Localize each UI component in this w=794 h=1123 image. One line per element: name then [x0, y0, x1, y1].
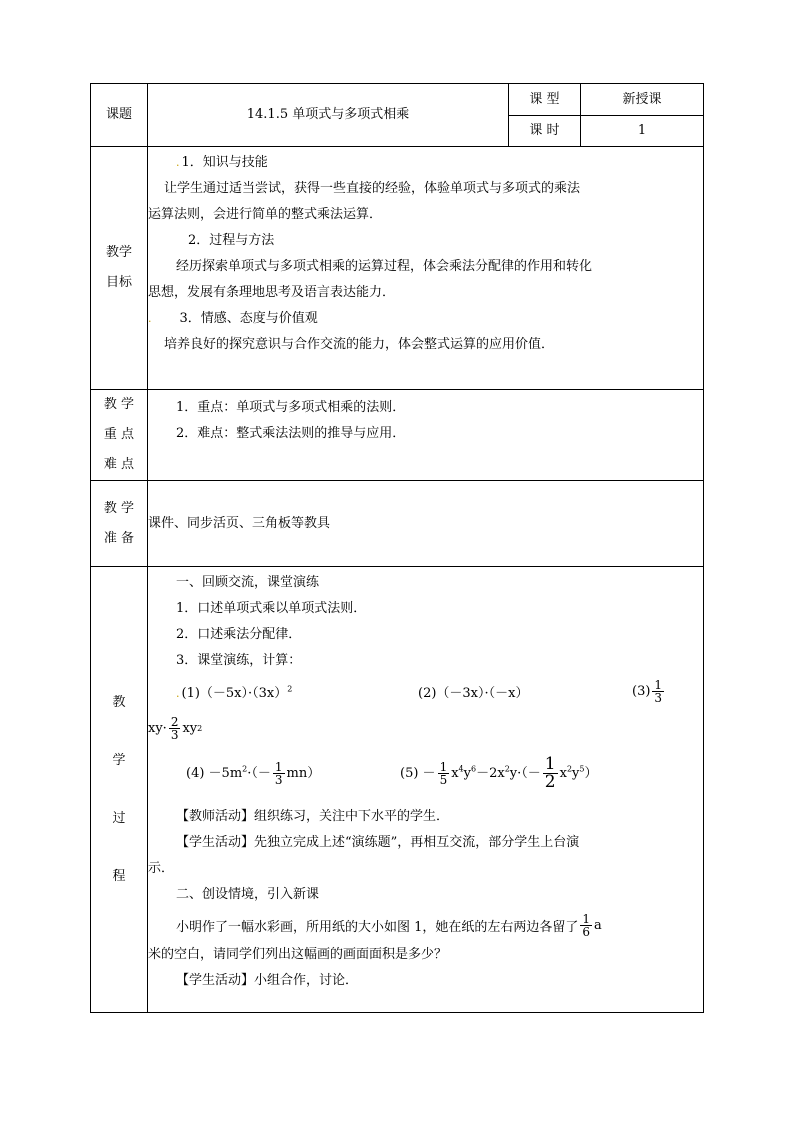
objective-text-2b: 思想，发展有条理地思考及语言表达能力． [148, 285, 396, 300]
class-type-value: 新授课 [581, 84, 704, 116]
objective-heading-2: 2．过程与方法 [188, 233, 275, 248]
section-2-student-activity: 【学生活动】小组合作，讨论． [176, 973, 359, 988]
objective-heading-1: . 1．知识与技能 [176, 155, 268, 170]
preparation-label-2: 准 备 [103, 530, 135, 546]
class-period-value: 1 [581, 116, 704, 147]
objectives-content [148, 147, 704, 390]
fraction: $\frac{1}{6}$ [582, 911, 591, 939]
course-title: 14.1.5 单项式与多项式相乘 [148, 84, 509, 147]
section-1-item-3: 3．课堂演练，计算： [176, 653, 302, 668]
objective-text-1b: 运算法则，会进行简单的整式乘法运算． [148, 207, 383, 222]
class-period-label: 课 时 [509, 116, 581, 147]
process-label [91, 567, 148, 1013]
objective-heading-3: . 3．情感、态度与价值观 [148, 311, 318, 326]
objective-text-1a: 让学生通过适当尝试，获得一些直接的经验，体验单项式与多项式的乘法 [164, 181, 581, 196]
student-activity-line2: 示． [148, 861, 175, 876]
objectives-label-line2: 目标 [105, 275, 132, 290]
section-2-paragraph-line2: 米的空白，请同学们列出这幅画的画面面积是多少？ [148, 947, 448, 962]
preparation-label [91, 481, 148, 567]
section-1-title: 一、回顾交流，课堂演练 [176, 575, 320, 590]
dot-mark: . [148, 312, 152, 325]
dot-mark: . [176, 686, 180, 700]
section-1-item-2: 2．口述乘法分配律． [176, 627, 302, 642]
exercise-row-1 [148, 674, 703, 708]
process-label-4: 程 [112, 868, 126, 884]
preparation-label-1: 教 学 [103, 500, 135, 516]
lesson-plan-table [90, 83, 704, 1013]
process-label-3: 过 [112, 810, 126, 826]
objectives-label [91, 147, 148, 390]
section-2-title: 二、创设情境，引入新课 [176, 887, 320, 902]
dot-mark: . [176, 156, 180, 169]
exercise-3: (3) $\frac{1}{3}$ [632, 677, 663, 705]
exercise-2: (2)（－3x）·（－x） [418, 685, 529, 701]
objective-text-3: 培养良好的探究意识与合作交流的能力，体会整式运算的应用价值． [164, 337, 555, 352]
class-type-label: 课 型 [509, 84, 581, 116]
exercise-5: (5) － $\frac{1}{5}$ $x^4y^6-2x^2y\cdot(-$ $\frac{1}{2}$ $x^2y^5$） [400, 753, 598, 792]
keypoints-label [91, 390, 148, 481]
fraction: $\frac{1}{5}$ [439, 759, 448, 787]
student-activity-line1: 【学生活动】先独立完成上述“演练题”，再相互交流，部分学生上台演 [176, 835, 580, 850]
section-1-item-1: 1．口述单项式乘以单项式法则． [176, 601, 367, 616]
keypoints-label-3: 难 点 [103, 457, 135, 472]
keypoints-label-1: 教 学 [103, 397, 135, 412]
process-content [148, 567, 704, 1013]
objectives-label-line1: 教学 [105, 245, 132, 260]
fraction: $\frac{1}{3}$ [274, 759, 283, 787]
fraction: $\frac{1}{3}$ [654, 677, 663, 705]
fraction: $\frac{2}{3}$ [170, 714, 179, 742]
keypoint-2: 2．难点：整式乘法法则的推导与应用． [176, 426, 406, 441]
exercise-4: $(4) -5m^2\cdot(-$ $\frac{1}{3}$ mn） [186, 759, 321, 787]
course-label: 课题 [91, 84, 148, 147]
exercise-1: . $(1)(-5x)\cdot(3x)^2$ [176, 684, 293, 701]
exercise-row-2 [148, 748, 703, 798]
objective-text-2a: 经历探索单项式与多项式相乘的运算过程，体会乘法分配律的作用和转化 [176, 259, 593, 274]
preparation-text: 课件、同步活页、三角板等教具 [148, 515, 331, 531]
preparation-content [148, 481, 704, 567]
section-2-paragraph-line1: 小明作了一幅水彩画，所用纸的大小如图 1，她在纸的左右两边各留了 $\frac{1}{6}$ a [176, 911, 602, 939]
keypoints-label-2: 重 点 [103, 427, 135, 442]
keypoint-1: 1．重点：单项式与多项式相乘的法则． [176, 400, 406, 415]
exercise-3-continued: xy· $\frac{2}{3}$ xy 2 [148, 714, 203, 742]
process-label-1: 教 [112, 694, 126, 710]
keypoints-content [148, 390, 704, 481]
teacher-activity: 【教师活动】组织练习，关注中下水平的学生． [176, 809, 450, 824]
process-label-2: 学 [112, 752, 126, 768]
fraction: $\frac{1}{2}$ [544, 753, 556, 792]
